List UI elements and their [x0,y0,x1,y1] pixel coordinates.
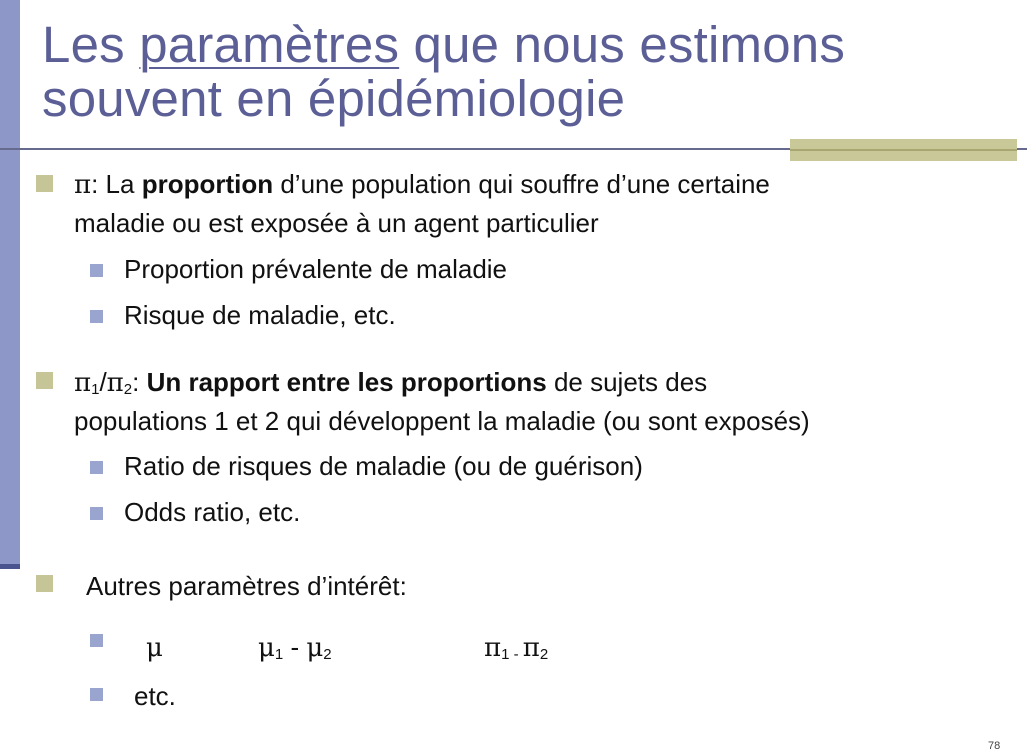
bullet1-line2: maladie ou est exposée à un agent particulier [74,208,599,238]
sub-bullet-square-icon [90,688,103,701]
title-line1-pre: Les [42,16,140,73]
minus-operator: - [283,632,307,662]
bullet1-sub1: Proportion prévalente de maladie [124,254,508,284]
pi1-subscript: 1 [91,381,100,398]
bullet2-line2: populations 1 et 2 qui développent la maladie (ou sont exposés) [74,406,810,436]
mu2-symbol: μ [306,633,324,663]
bullet1-line1 [74,165,770,204]
pi1-minus-subscript: 1 - [501,646,523,663]
pi1-symbol: π [74,368,92,398]
sub-bullet-square-icon [90,507,103,520]
bullet3-text: Autres paramètres d’intérêt: [86,571,407,601]
pi2-symbol: π [522,633,540,663]
bullet2-sub2: Odds ratio, etc. [124,497,301,527]
pi1-symbol: π [484,633,502,663]
title-line1-post: que nous estimons [399,16,846,73]
left-accent-bar [0,0,20,568]
mu1-symbol: μ [258,633,275,663]
mu2-subscript: 2 [323,646,332,663]
page-number: 78 [988,740,1001,752]
decorative-accent-line [790,149,1017,151]
pi2-subscript: 2 [539,646,549,663]
slash: / [99,367,107,397]
bullet-square-icon [36,175,53,192]
left-accent-bar-shadow [0,564,20,569]
title-line2: souvent en épidémiologie [42,70,626,127]
etc-text: etc. [134,681,176,711]
bullet2-sub1: Ratio de risques de maladie (ou de guérison) [124,451,643,481]
title-underlined-word: paramètres [139,16,400,73]
bullet1-rest: d’une population qui souffre d’une certaine [273,169,770,199]
bullet2-rest: de sujets des [546,367,708,397]
pi-symbol: π [74,170,92,200]
bullet1-colon: : La [91,169,142,199]
mu-difference-parameter [258,630,332,672]
pi2-subscript: 2 [123,381,133,398]
sub-bullet-square-icon [90,461,103,474]
mu1-subscript: 1 [274,646,284,663]
sub-bullet-square-icon [90,310,103,323]
mu-symbol: μ [146,633,163,663]
bullet-square-icon [36,575,53,592]
pi-difference-parameter [484,630,548,672]
sub-bullet-square-icon [90,634,103,647]
bullet1-sub2: Risque de maladie, etc. [124,300,396,330]
bullet2-bold: Un rapport entre les proportions [146,367,547,397]
pi2-symbol: π [106,368,124,398]
bullet2-colon: : [132,367,147,397]
sub-bullet-square-icon [90,264,103,277]
bullet-square-icon [36,372,53,389]
mu-parameter [146,630,163,665]
slide-title [42,18,845,126]
bullet1-bold: proportion [141,169,274,199]
